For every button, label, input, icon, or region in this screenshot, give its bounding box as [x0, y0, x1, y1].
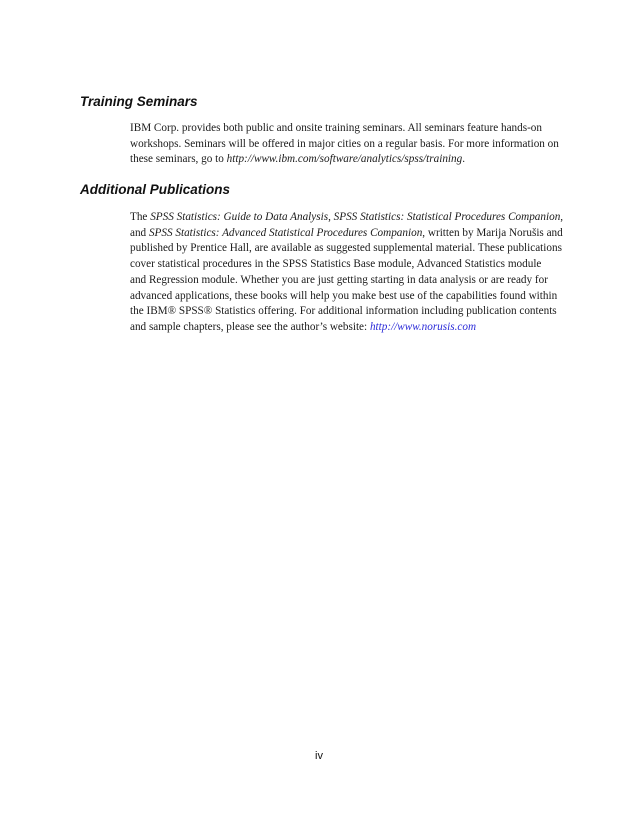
pub-l1-a: The: [130, 211, 151, 223]
author-website-link[interactable]: http://www.norusis.com: [369, 320, 477, 333]
publications-line-8: [130, 320, 560, 336]
pub-l8-text: and sample chapters, please see the author’s website:: [130, 320, 370, 333]
additional-publications-paragraph: [130, 210, 564, 336]
training-seminars-heading: Training Seminars: [80, 94, 198, 109]
publications-line-5: and Regression module. Whether you are just getting starting in data analysis or are ready for: [130, 273, 548, 286]
page-number: iv: [315, 750, 323, 762]
training-line-2: workshops. Seminars will be offered in major cities on a regular basis. For more information on: [130, 137, 559, 150]
pub-l2-c: , written by Marija Norušis and: [422, 226, 563, 239]
publications-line-2: [130, 226, 563, 242]
training-url: http://www.ibm.com/software/analytics/spss/training: [226, 153, 463, 166]
publications-line-6: advanced applications, these books will help you make best use of the capabilities found within: [130, 289, 558, 302]
book-title-statistical-procedures-companion: SPSS Statistics: Statistical Procedures Companion: [333, 211, 561, 223]
publications-line-1: [130, 210, 564, 226]
training-seminars-paragraph: [130, 121, 560, 168]
publications-line-7: the IBM® SPSS® Statistics offering. For additional information including publication contents: [130, 305, 557, 318]
additional-publications-heading: Additional Publications: [80, 182, 231, 197]
publications-line-3: published by Prentice Hall, are available as suggested supplemental material. These publications: [130, 242, 562, 255]
book-title-advanced-statistical-procedures-companion: SPSS Statistics: Advanced Statistical Procedures Companion: [148, 226, 423, 239]
training-line-3-suffix: .: [462, 153, 466, 166]
publications-line-4: cover statistical procedures in the SPSS Statistics Base module, Advanced Statistics module: [130, 258, 542, 271]
pub-l1-c: ,: [328, 211, 334, 223]
pub-l1-e: ,: [560, 211, 564, 223]
pub-l2-a: and: [130, 226, 149, 239]
training-line-3: [130, 152, 560, 168]
training-line-3-prefix: these seminars, go to: [130, 153, 227, 166]
book-title-guide-to-data-analysis: SPSS Statistics: Guide to Data Analysis: [150, 211, 329, 223]
training-line-1: IBM Corp. provides both public and onsite training seminars. All seminars feature hands-on: [130, 122, 542, 134]
